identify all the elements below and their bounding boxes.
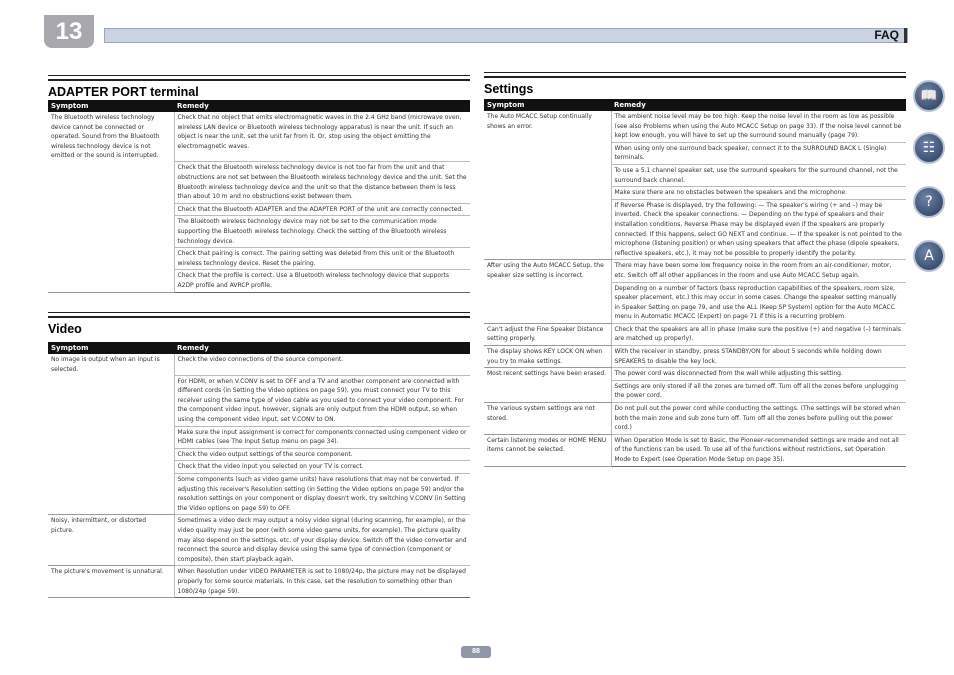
settings-table	[484, 99, 906, 467]
table-row	[484, 434, 906, 466]
remedy-cell: When Operation Mode is set to Basic, the Pioneer-recommended settings are made and not all of the functions can be used. To use all of the functions without restrictions, set Operation Mode to Expert (see Operation Mode Setup on page 35).	[611, 434, 906, 466]
remedy-cell: Check that the Bluetooth wireless technology device is not too far from the unit and that obstructions are not set between the Bluetooth wireless technology device and the unit. Set the Bluetooth wireless technology device and the unit so that the distance between them is less than about 10 m and no obstructions exist between them.	[174, 162, 470, 203]
table-row	[48, 248, 470, 270]
table-row	[48, 112, 470, 162]
table-row	[48, 448, 470, 461]
symptom-cell: The Bluetooth wireless technology device cannot be connected or operated. Sound from the Bluetooth wireless technology device is not emitted or the sound is interrupted.	[51, 114, 160, 160]
symptom-cell	[484, 164, 611, 186]
remedy-cell: Some components (such as video game units) have resolutions that may not be converted. If adjusting this receiver's Resolution setting (in Setting the Video options on page 59) and/or the resolution settings on your component or display doesn't work, try switching V.CONV (in Setting the Video options on page 59) to OFF.	[174, 474, 470, 515]
remedy-cell: When using only one surround back speaker, connect it to the SURROUND BACK L (Single) terminals.	[611, 142, 906, 164]
symptom-cell: No image is output when an input is selected.	[51, 356, 160, 373]
symptom-cell	[484, 187, 611, 200]
table-row	[48, 474, 470, 515]
tools-question-icon[interactable]: ?	[913, 186, 945, 218]
symptom-cell	[484, 282, 611, 323]
page-number: 88	[461, 646, 491, 658]
table-row	[48, 515, 470, 566]
table-row	[48, 426, 470, 448]
col-remedy: Remedy	[174, 342, 470, 354]
remedy-cell: Check the video output settings of the source component.	[174, 448, 470, 461]
symptom-cell: The Auto MCACC Setup continually shows an error.	[487, 113, 592, 130]
table-row	[484, 282, 906, 323]
remedy-cell: Sometimes a video deck may output a noisy video signal (during scanning, for example), or the video quality may just be poor (with some video game units, for example). The picture quality may also depend on the settings, etc. of your display device. Switch off the video converter and reconnect the source and display device using the same type of connection (component or composite), then start playback again.	[174, 515, 470, 566]
symptom-cell	[484, 380, 611, 402]
remote-icon[interactable]: ☷	[913, 132, 945, 164]
col-symptom: Symptom	[48, 100, 174, 112]
table-row	[484, 380, 906, 402]
symptom-cell: The various system settings are not stored.	[484, 403, 611, 435]
remedy-cell: Make sure the input assignment is correct for components connected using component video or HDMI cables (see The Input Setup menu on page 34).	[174, 426, 470, 448]
remedy-cell: Check that no object that emits electromagnetic waves in the 2.4 GHz band (microwave oven, wireless LAN device or Bluetooth wireless technology apparatus) is near the unit. If such an object is near the unit, set the unit far from it. Or, stop using the object emitting the electromagnetic waves.	[174, 112, 470, 162]
remedy-cell: Check that pairing is correct. The pairing setting was deleted from this unit or the Bluetooth wireless technology device. Reset the pairing.	[174, 248, 470, 270]
symptom-cell	[48, 203, 174, 216]
remedy-cell: Check that the profile is correct. Use a Bluetooth wireless technology device that supports A2DP profile and AVRCP profile.	[174, 270, 470, 292]
table-row	[484, 199, 906, 260]
book-icon[interactable]: 📖	[913, 80, 945, 112]
col-remedy: Remedy	[174, 100, 470, 112]
remedy-cell: The Bluetooth wireless technology device may not be set to the communication mode supporting the Bluetooth wireless technology. Check the setting of the Bluetooth wireless technology device.	[174, 216, 470, 248]
table-row	[48, 162, 470, 203]
remedy-cell: Check the video connections of the source component.	[174, 354, 470, 375]
header-title: FAQ	[874, 28, 899, 42]
remedy-cell: For HDMI, or when V.CONV is set to OFF and a TV and another component are connected with different cords (in Setting the Video options on page 59), you must connect your TV to this receiver using the same type of video cable as you used to connect your video component. For the component video input, however, signals are only output from the HDMI output, so when using the component video input, set V.CONV to ON.	[174, 375, 470, 426]
remedy-cell: When Resolution under VIDEO PARAMETER is set to 1080/24p, the picture may not be displayed properly for some source materials. In this case, set the resolution to something other than 1080/24p (page 59).	[174, 566, 470, 598]
remedy-cell: To use a 5.1 channel speaker set, use the surround speakers for the surround channel, not the surround back channel.	[611, 164, 906, 186]
remedy-cell: Check that the video input you selected on your TV is correct.	[174, 461, 470, 474]
header-bar	[104, 28, 908, 43]
col-symptom: Symptom	[484, 99, 611, 111]
symptom-cell	[48, 270, 174, 292]
symptom-cell	[48, 461, 174, 474]
table-row	[484, 260, 906, 282]
remedy-cell: There may have been some low frequency noise in the room from an air-conditioner, motor, etc. Switch off all other appliances in the room and use Auto MCACC Setup again.	[611, 260, 906, 282]
remedy-cell: Check that the Bluetooth ADAPTER and the ADAPTER PORT of the unit are correctly connected.	[174, 203, 470, 216]
symptom-cell	[48, 448, 174, 461]
symptom-cell: The picture's movement is unnatural.	[48, 566, 174, 598]
symptom-cell	[48, 162, 174, 203]
table-row	[484, 142, 906, 164]
chapter-number: 13	[44, 15, 94, 48]
col-remedy: Remedy	[611, 99, 906, 111]
table-row	[484, 164, 906, 186]
symptom-cell	[484, 142, 611, 164]
symptom-cell	[48, 248, 174, 270]
symptom-cell: Noisy, intermittent, or distorted picture.	[48, 515, 174, 566]
table-row	[48, 354, 470, 375]
remedy-cell: Depending on a number of factors (bass reproduction capabilities of the speakers, room size, speaker placement, etc.) this may occur in some cases. Change the speaker setting manually in Speaker Setting on page 79, and use the ALL (Keep SP System) option for the Auto MCACC menu in Automatic MCACC (Expert) on page 71 if this is a recurring problem.	[611, 282, 906, 323]
remedy-cell: Do not pull out the power cord while conducting the settings. (The settings will be stored when both the main zone and sub zone turn off. Turn off all the zones before pulling out the power cord.)	[611, 403, 906, 435]
symptom-cell: Certain listening modes or HOME MENU items cannot be selected.	[484, 434, 611, 466]
section-title-video: Video	[48, 316, 470, 336]
symptom-cell	[48, 216, 174, 248]
section-title-settings: Settings	[484, 76, 906, 96]
table-row	[48, 375, 470, 426]
abc-icon[interactable]: A	[913, 240, 945, 272]
remedy-cell: The ambient noise level may be too high. Keep the noise level in the room as low as possible (see also Problems when using the Auto MCACC Setup on page 33). If the noise level cannot be kept low enough, you will have to set up the surround sound manually (page 79).	[611, 111, 906, 142]
remedy-cell: Make sure there are no obstacles between the speakers and the microphone.	[611, 187, 906, 200]
table-row	[484, 111, 906, 142]
col-symptom: Symptom	[48, 342, 174, 354]
table-row	[484, 368, 906, 381]
remedy-cell: With the receiver in standby, press STANDBY/ON for about 5 seconds while holding down SPEAKERS to disable the key lock.	[611, 346, 906, 368]
remedy-cell: Check that the speakers are all in phase (make sure the positive (+) and negative (–) terminals are matched up properly).	[611, 323, 906, 345]
symptom-cell	[48, 426, 174, 448]
adapter-table	[48, 100, 470, 293]
remedy-cell: The power cord was disconnected from the wall while adjusting this setting.	[611, 368, 906, 381]
table-row	[484, 323, 906, 345]
remedy-cell: Settings are only stored if all the zones are turned off. Turn off all the zones before unplugging the power cord.	[611, 380, 906, 402]
section-title-adapter: ADAPTER PORT terminal	[48, 79, 470, 99]
symptom-cell	[48, 375, 174, 426]
table-row	[48, 203, 470, 216]
table-row	[48, 461, 470, 474]
table-row	[48, 566, 470, 598]
video-table	[48, 342, 470, 598]
table-row	[484, 346, 906, 368]
table-row	[48, 270, 470, 292]
symptom-cell: After using the Auto MCACC Setup, the speaker size setting is incorrect.	[487, 262, 604, 279]
table-row	[484, 187, 906, 200]
symptom-cell	[48, 474, 174, 515]
table-row	[484, 403, 906, 435]
symptom-cell: Most recent settings have been erased.	[487, 370, 607, 378]
symptom-cell: The display shows KEY LOCK ON when you try to make settings.	[484, 346, 611, 368]
table-row	[48, 216, 470, 248]
symptom-cell: Can't adjust the Fine Speaker Distance setting properly.	[484, 323, 611, 345]
remedy-cell: If Reverse Phase is displayed, try the following: — The speaker's wiring (+ and –) may be inverted. Check the speaker connections. — Depending on the type of speakers and their installation conditions, Reverse Phase may be displayed even if the speakers are properly connected. If this happens, select GO NEXT and continue. — If the speaker is not pointed to the microphone (listening position) or when using speakers that affect the phase (dipole speakers, reflective speakers, etc.), it may not be possible to properly identify the polarity.	[611, 199, 906, 260]
symptom-cell	[484, 199, 611, 260]
